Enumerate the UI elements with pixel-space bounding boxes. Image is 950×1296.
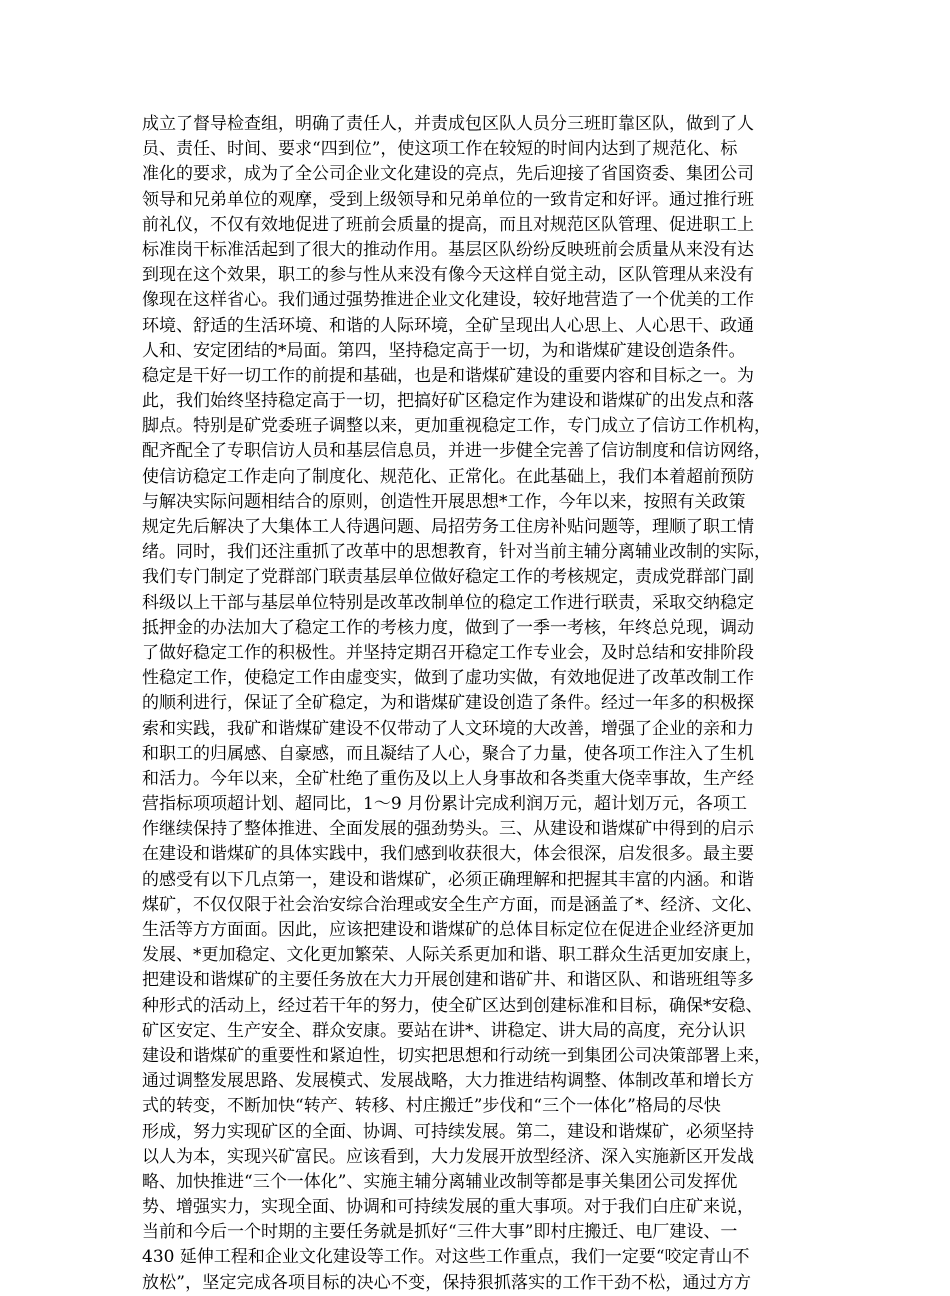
text-line: 以人为本，实现兴矿富民。应该看到，大力发展开放型经济、深入实施新区开发战 — [142, 1146, 754, 1167]
text-line: 势、增强实力，实现全面、协调和可持续发展的重大事项。对于我们白庄矿来说， — [142, 1197, 754, 1218]
text-line: 生活等方方面面。因此，应该把建设和谐煤矿的总体目标定位在促进企业经济更加 — [142, 920, 754, 940]
text-line: 到现在这个效果，职工的参与性从来没有像今天这样自觉主动，区队管理从来没有 — [142, 265, 754, 286]
text-line: 的感受有以下几点第一，建设和谐煤矿，必须正确理解和把握其丰富的内涵。和谐 — [142, 869, 754, 890]
text-line: 我们专门制定了党群部门联责基层单位做好稳定工作的考核规定，责成党群部门副 — [142, 567, 754, 588]
text-line: 人和、安定团结的*局面。第四，坚持稳定高于一切，为和谐煤矿建设创造条件。 — [142, 340, 746, 361]
text-line: 煤矿，不仅仅限于社会治安综合治理或安全生产方面，而是涵盖了*、经济、文化、 — [142, 894, 763, 915]
text-line: 略、加快推进“三个一体化”、实施主辅分离辅业改制等都是事关集团公司发挥优 — [142, 1171, 738, 1192]
text-line: 索和实践，我矿和谐煤矿建设不仅带动了人文环境的大改善，增强了企业的亲和力 — [142, 718, 754, 739]
text-line: 种形式的活动上，经过若干年的努力，使全矿区达到创建标准和目标，确保*安稳、 — [142, 995, 763, 1016]
text-line: 在建设和谐煤矿的具体实践中，我们感到收获很大，体会很深，启发很多。最主要 — [142, 844, 754, 865]
text-line: 员、责任、时间、要求“四到位”，使这项工作在较短的时间内达到了规范化、标 — [142, 139, 738, 160]
text-line: 准化的要求，成为了全公司企业文化建设的亮点，先后迎接了省国资委、集团公司 — [142, 164, 754, 185]
text-line: 规定先后解决了大集体工人待遇问题、局招劳务工住房补贴问题等，理顺了职工情 — [142, 517, 754, 537]
text-line: 性稳定工作，使稳定工作由虚变实，做到了虚功实做，有效地促进了改革改制工作 — [142, 668, 754, 689]
text-line: 绪。同时，我们还注重抓了改革中的思想教育，针对当前主辅分离辅业改制的实际， — [142, 542, 771, 563]
text-line: 科级以上干部与基层单位特别是改革改制单位的稳定工作进行联责，采取交纳稳定 — [142, 592, 754, 613]
text-line: 领导和兄弟单位的观摩，受到上级领导和兄弟单位的一致肯定和好评。通过推行班 — [142, 189, 754, 210]
text-line: 配齐配全了专职信访人员和基层信息员，并进一步健全完善了信访制度和信访网络， — [142, 441, 771, 462]
text-line: 发展、*更加稳定、文化更加繁荣、人际关系更加和谐、职工群众生活更加安康上， — [142, 945, 763, 966]
text-line: 脚点。特别是矿党委班子调整以来，更加重视稳定工作，专门成立了信访工作机构， — [142, 416, 771, 437]
text-line: 当前和今后一个时期的主要任务就是抓好“三件大事”即村庄搬迁、电厂建设、一 — [142, 1222, 738, 1243]
text-line: 矿区安定、生产安全、群众安康。要站在讲*、讲稳定、讲大局的高度，充分认识 — [142, 1020, 746, 1041]
text-line: 把建设和谐煤矿的主要任务放在大力开展创建和谐矿井、和谐区队、和谐班组等多 — [142, 970, 754, 991]
text-line: 抵押金的办法加大了稳定工作的考核力度，做到了一季一考核，年终总兑现，调动 — [142, 617, 754, 638]
text-line: 的顺利进行，保证了全矿稳定，为和谐煤矿建设创造了条件。经过一年多的积极探 — [142, 693, 754, 714]
text-line: 放松”，坚定完成各项目标的决心不变，保持狠抓落实的工作干劲不松，通过方方 — [142, 1272, 752, 1293]
text-line: 430 延伸工程和企业文化建设等工作。对这些工作重点，我们一定要“咬定青山不 — [142, 1247, 750, 1268]
text-line: 作继续保持了整体推进、全面发展的强劲势头。三、从建设和谐煤矿中得到的启示 — [142, 819, 754, 840]
text-line: 成立了督导检查组，明确了责任人，并责成包区队人员分三班盯靠区队，做到了人 — [142, 114, 754, 134]
text-line: 建设和谐煤矿的重要性和紧迫性，切实把思想和行动统一到集团公司决策部署上来， — [142, 1045, 771, 1066]
text-line: 前礼仪，不仅有效地促进了班前会质量的提高，而且对规范区队管理、促进职工上 — [142, 214, 754, 235]
text-line: 使信访稳定工作走向了制度化、规范化、正常化。在此基础上，我们本着超前预防 — [142, 466, 754, 487]
text-line: 形成，努力实现矿区的全面、协调、可持续发展。第二，建设和谐煤矿，必须坚持 — [142, 1121, 754, 1142]
text-line: 像现在这样省心。我们通过强势推进企业文化建设，较好地营造了一个优美的工作 — [142, 290, 754, 311]
text-line: 稳定是干好一切工作的前提和基础，也是和谐煤矿建设的重要内容和目标之一。为 — [142, 365, 754, 386]
text-line: 标准岗干标准活起到了很大的推动作用。基层区队纷纷反映班前会质量从来没有达 — [142, 239, 754, 260]
text-line: 通过调整发展思路、发展模式、发展战略，大力推进结构调整、体制改革和增长方 — [142, 1071, 754, 1092]
text-line: 和活力。今年以来，全矿杜绝了重伤及以上人身事故和各类重大侥幸事故，生产经 — [142, 768, 754, 789]
text-line: 此，我们始终坚持稳定高于一切，把搞好矿区稳定作为建设和谐煤矿的出发点和落 — [142, 391, 754, 412]
text-line: 和职工的归属感、自豪感，而且凝结了人心，聚合了力量，使各项工作注入了生机 — [142, 743, 754, 764]
text-line: 与解决实际问题相结合的原则，创造性开展思想*工作，今年以来，按照有关政策 — [142, 491, 746, 512]
text-line: 营指标项项超计划、超同比，1～9 月份累计完成利润万元，超计划万元，各项工 — [142, 794, 748, 815]
text-line: 了做好稳定工作的积极性。并坚持定期召开稳定工作专业会，及时总结和安排阶段 — [142, 642, 754, 663]
text-line: 式的转变，不断加快“转产、转移、村庄搬迁”步伐和“三个一体化”格局的尽快 — [142, 1096, 721, 1117]
text-line: 环境、舒适的生活环境、和谐的人际环境，全矿呈现出人心思上、人心思干、政通 — [142, 315, 754, 336]
body-text — [142, 112, 822, 1296]
